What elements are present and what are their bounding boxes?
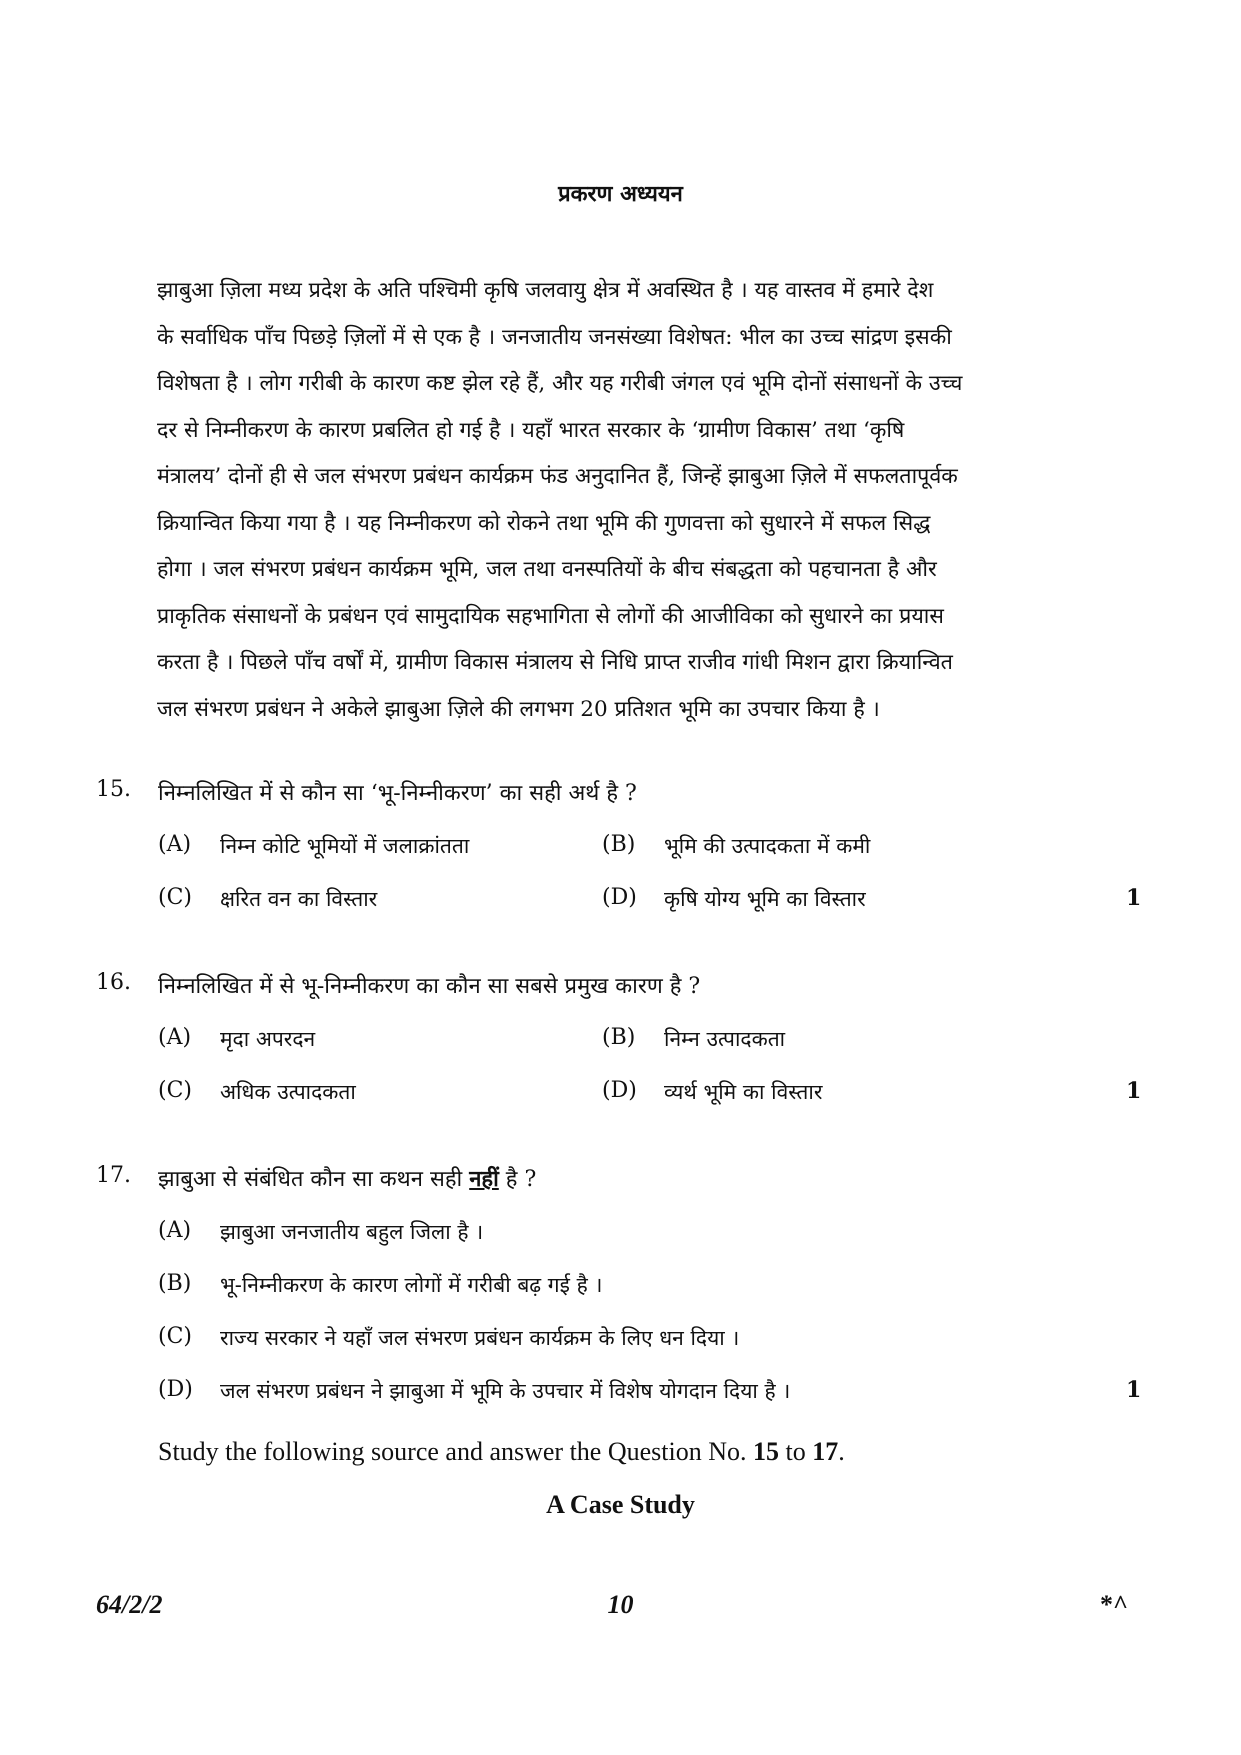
option-text: निम्न कोटि भूमियों में जलाक्रांतता — [220, 834, 470, 858]
question-range-end: 17 — [812, 1437, 839, 1466]
option-text: क्षरित वन का विस्तार — [220, 887, 378, 911]
emphasized-word: नहीं — [469, 1166, 499, 1192]
footer-mark: *^ — [1100, 1590, 1129, 1619]
option-text: भूमि की उत्पादकता में कमी — [664, 834, 871, 858]
page-number: 10 — [607, 1590, 634, 1619]
paragraph-line: प्राकृतिक संसाधनों के प्रबंधन एवं सामुदायिक सहभागिता से लोगों की आजीविका को सुधारने का प्रयास — [157, 603, 944, 629]
paragraph-line: मंत्रालय’ दोनों ही से जल संभरण प्रबंधन कार्यक्रम फंड अनुदानित हैं, जिन्हें झाबुआ ज़िले में सफलतापूर्वक — [157, 464, 958, 489]
question-number: 16. — [96, 970, 131, 995]
paragraph-line: होगा । जल संभरण प्रबंधन कार्यक्रम भूमि, जल तथा वनस्पतियों के बीच संबद्धता को पहचानता है और — [157, 557, 937, 582]
question-number: 17. — [96, 1163, 131, 1188]
option-text: मृदा अपरदन — [220, 1027, 316, 1051]
paragraph-line: जल संभरण प्रबंधन ने अकेले झाबुआ ज़िले की लगभग 20 प्रतिशत भूमि का उपचार किया है । — [157, 696, 880, 722]
option-label: (A) — [158, 832, 192, 857]
option-label: (C) — [158, 885, 192, 910]
option-text: व्यर्थ भूमि का विस्तार — [664, 1080, 823, 1104]
marks: 1 — [1126, 885, 1142, 911]
option-label: (C) — [158, 1078, 192, 1103]
paragraph-line: क्रियान्वित किया गया है । यह निम्नीकरण को रोकने तथा भूमि की गुणवत्ता को सुधारने में सफल सिद्ध — [157, 510, 931, 536]
english-instruction — [158, 1437, 845, 1467]
paragraph-line: झाबुआ ज़िला मध्य प्रदेश के अति पश्चिमी कृषि जलवायु क्षेत्र में अवस्थित है । यह वास्तव में हमारे देश — [157, 278, 934, 303]
option-label: (A) — [158, 1218, 192, 1243]
option-text: झाबुआ जनजातीय बहुल जिला है । — [220, 1220, 484, 1244]
question-text-part: है ? — [505, 1167, 537, 1192]
paragraph-line: के सर्वाधिक पाँच पिछड़े ज़िलों में से एक है । जनजातीय जनसंख्या विशेषत: भील का उच्च सांद्रण इसकी — [157, 324, 952, 350]
option-text: निम्न उत्पादकता — [664, 1027, 786, 1051]
option-label: (A) — [158, 1025, 192, 1050]
option-label: (B) — [158, 1271, 192, 1296]
instruction-text: . — [838, 1437, 845, 1466]
option-label: (B) — [602, 832, 636, 857]
question-text: निम्नलिखित में से भू-निम्नीकरण का कौन सा सबसे प्रमुख कारण है ? — [158, 974, 701, 999]
option-label: (C) — [158, 1324, 192, 1349]
option-text: अधिक उत्पादकता — [220, 1080, 356, 1104]
question-number: 15. — [96, 777, 131, 802]
case-study-title-english: A Case Study — [546, 1490, 695, 1519]
case-study-heading-hindi: प्रकरण अध्ययन — [558, 181, 683, 207]
marks: 1 — [1126, 1377, 1142, 1403]
paragraph-line: करता है । पिछले पाँच वर्षों में, ग्रामीण विकास मंत्रालय से निधि प्राप्त राजीव गांधी मिशन द्वारा क्रियान्वित — [157, 650, 953, 675]
option-text: जल संभरण प्रबंधन ने झाबुआ में भूमि के उपचार में विशेष योगदान दिया है । — [220, 1379, 791, 1403]
instruction-text: Study the following source and answer the Question No. — [158, 1437, 747, 1466]
paper-code: 64/2/2 — [96, 1590, 163, 1619]
option-label: (D) — [602, 1078, 637, 1103]
option-text: भू-निम्नीकरण के कारण लोगों में गरीबी बढ़ गई है । — [220, 1273, 603, 1297]
question-text — [158, 1163, 536, 1193]
option-label: (D) — [602, 885, 637, 910]
question-text: निम्नलिखित में से कौन सा ‘भू-निम्नीकरण’ का सही अर्थ है ? — [158, 781, 637, 806]
question-text-part: झाबुआ से संबंधित कौन सा कथन सही — [158, 1167, 463, 1192]
option-label: (D) — [158, 1377, 193, 1402]
option-text: कृषि योग्य भूमि का विस्तार — [664, 887, 866, 911]
marks: 1 — [1126, 1078, 1142, 1104]
instruction-text: to — [785, 1437, 806, 1466]
question-range-start: 15 — [753, 1437, 780, 1466]
paragraph-line: विशेषता है । लोग गरीबी के कारण कष्ट झेल रहे हैं, और यह गरीबी जंगल एवं भूमि दोनों संसाधनों के उच्च — [157, 371, 963, 396]
paragraph-line: दर से निम्नीकरण के कारण प्रबलित हो गई है । यहाँ भारत सरकार के ‘ग्रामीण विकास’ तथा ‘कृषि — [157, 417, 905, 443]
case-study-paragraph — [157, 268, 1082, 733]
option-text: राज्य सरकार ने यहाँ जल संभरण प्रबंधन कार्यक्रम के लिए धन दिया । — [220, 1326, 740, 1350]
option-label: (B) — [602, 1025, 636, 1050]
